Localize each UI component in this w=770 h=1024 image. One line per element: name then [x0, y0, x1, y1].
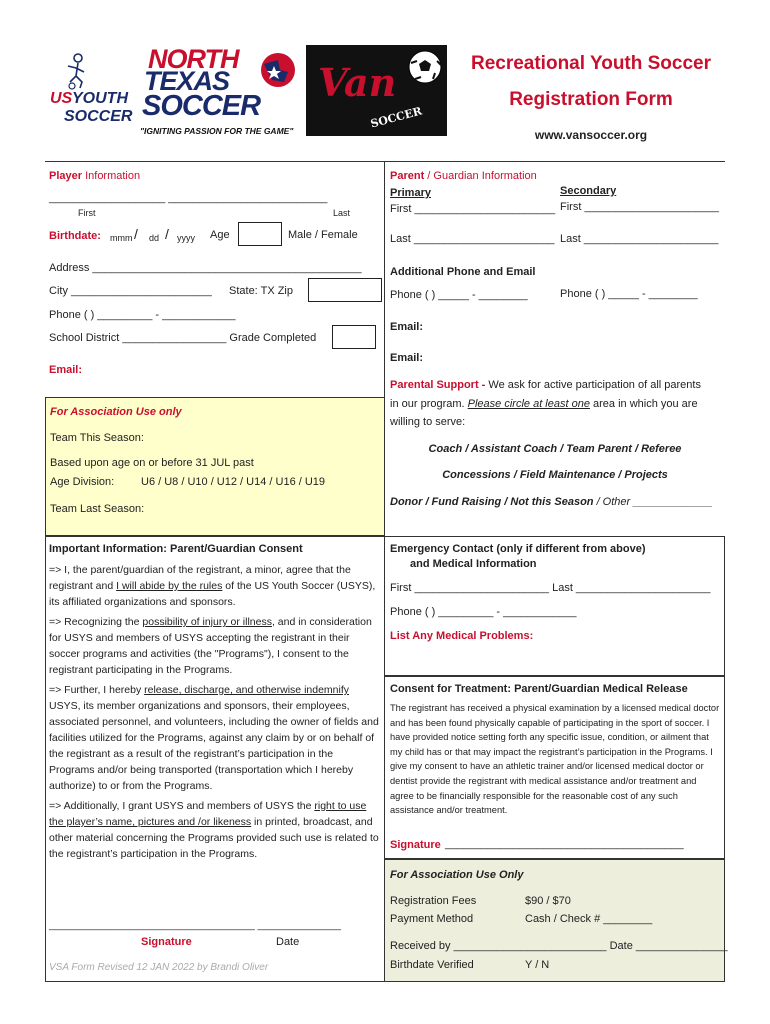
ntx-logo-tagline: "IGNITING PASSION FOR THE GAME" — [140, 126, 294, 136]
p3b: release, discharge, and otherwise indemnify — [144, 684, 350, 696]
birthdate-label: Birthdate: — [49, 230, 101, 242]
soccer-ball-icon — [407, 49, 443, 85]
emergency-title-line1: Emergency Contact (only if different from above) — [390, 543, 646, 555]
received-by-field[interactable]: Received by _________________________ Date _______________ — [390, 940, 728, 952]
birthdate-verified-value[interactable]: Y / N — [525, 959, 550, 971]
zip-input-box[interactable] — [308, 278, 382, 302]
age-label: Age — [210, 229, 230, 241]
top-divider — [45, 161, 725, 162]
donor-option-text: Donor / Fund Raising / Not this Season — [390, 496, 594, 508]
consent-signature-line[interactable]: _____________________________________ _______________ — [49, 920, 341, 931]
address-field[interactable]: Address ____________________________________________ — [49, 262, 362, 274]
registration-fees-label: Registration Fees — [390, 895, 477, 907]
consent-date-label: Date — [276, 936, 300, 948]
ntx-logo-texas: TEXAS — [144, 66, 230, 96]
player-first-label: First — [78, 208, 96, 218]
secondary-first-field[interactable]: First ______________________ — [560, 201, 720, 213]
association-use-box-top — [45, 397, 385, 536]
age-cutoff-note: Based upon age on or before 31 JUL past — [50, 457, 254, 469]
parental-support-label: Parental Support - — [390, 379, 486, 391]
p4c: in printed, broadcast, and other material concerning the Programs provided such use is related to the registrant’s participation in the Programs. — [49, 816, 379, 860]
parental-support-line3: willing to serve: — [390, 416, 466, 428]
p1a: => I, the parent/guardian of the registrant, a minor, agree that the registrant and — [49, 564, 351, 592]
payment-method-label: Payment Method — [390, 913, 474, 925]
emergency-title-line2: and Medical Information — [410, 558, 537, 570]
parental-support-line1 — [390, 379, 701, 391]
association-use-box-bottom — [384, 859, 728, 982]
p1b: I will abide by the rules — [116, 580, 223, 592]
birthdate-verified-label: Birthdate Verified — [390, 959, 474, 971]
registration-fees-value[interactable]: $90 / $70 — [525, 895, 571, 907]
age-input-box[interactable] — [238, 222, 282, 246]
website-url[interactable]: www.vansoccer.org — [534, 128, 648, 142]
secondary-phone-field[interactable]: Phone ( ) _____ - ________ — [560, 288, 698, 300]
ntx-logo-north: NORTH — [148, 44, 239, 74]
birth-slash-2: / — [165, 226, 169, 242]
primary-phone-field[interactable]: Phone ( ) _____ - ________ — [390, 289, 528, 301]
p4b: right to use the player’s name, pictures and /or likeness — [49, 800, 367, 828]
assoc-top-title: For Association Use only — [50, 406, 182, 418]
usys-logo-us: US — [50, 90, 73, 107]
medical-problems-label[interactable]: List Any Medical Problems: — [390, 630, 534, 642]
treatment-signature-label: Signature — [390, 839, 441, 851]
birth-day-label[interactable]: dd — [149, 233, 160, 243]
team-last-season[interactable]: Team Last Season: — [50, 503, 145, 515]
parent-heading-rest: / Guardian Information — [424, 170, 537, 182]
treatment-title: Consent for Treatment: Parent/Guardian Medical Release — [390, 683, 688, 695]
van-logo-soccer: SOCCER — [369, 104, 424, 131]
consent-p2 — [49, 614, 381, 678]
texas-ball-icon — [258, 50, 298, 90]
van-logo-script: Van — [318, 60, 397, 105]
birth-month-label[interactable]: mmm — [110, 233, 133, 243]
secondary-label: Secondary — [560, 185, 617, 197]
us-youth-soccer-logo — [50, 52, 134, 132]
other-option-text: / Other _____________ — [593, 496, 713, 508]
primary-last-field[interactable]: Last _______________________ — [390, 233, 555, 245]
parent-heading-bold: Parent — [390, 170, 425, 182]
p3c: USYS, its member organizations and sponsors, their employees, associated personnel, and volunteers, including the owner of fields and facilities utilized for the Programs, against any claim by or on behalf of the registrant as a result of the registrant’s participation in the Programs and/or being transported (transportation which I hereby authorize) to or from the Programs. — [49, 700, 379, 792]
age-division-label: Age Division: — [50, 476, 115, 488]
player-last-label: Last — [333, 208, 351, 218]
p3a: => Further, I hereby — [49, 684, 145, 696]
age-division-options[interactable]: U6 / U8 / U10 / U12 / U14 / U16 / U19 — [141, 476, 326, 488]
assoc-bottom-title: For Association Use Only — [390, 869, 524, 881]
usys-logo-youth: YOUTH — [72, 90, 128, 107]
form-revision-footer: VSA Form Revised 12 JAN 2022 by Brandi Oliver — [49, 962, 269, 973]
player-heading-rest: Information — [82, 170, 141, 182]
birth-year-label[interactable]: yyyy — [177, 233, 195, 243]
primary-label: Primary — [390, 187, 431, 199]
north-texas-soccer-logo — [140, 46, 300, 138]
state-zip-label: State: TX Zip — [229, 285, 293, 297]
volunteer-option-donor[interactable] — [390, 496, 713, 508]
parental-support-text1: We ask for active participation of all parents — [485, 379, 701, 391]
player-heading-bold: Player — [49, 170, 83, 182]
emergency-phone-field[interactable]: Phone ( ) _________ - ____________ — [390, 606, 577, 618]
gender-options[interactable]: Male / Female — [288, 229, 358, 241]
volunteer-option-concessions[interactable]: Concessions / Field Maintenance / Projects — [442, 469, 668, 481]
birth-slash-1: / — [134, 226, 138, 242]
form-title-line2: Registration Form — [509, 89, 673, 110]
form-title-line1: Recreational Youth Soccer — [470, 53, 712, 74]
treatment-signature-line[interactable]: _______________________________________ — [445, 838, 684, 850]
emergency-name-field[interactable]: First ______________________ Last ______________________ — [390, 582, 711, 594]
parent-info-heading — [390, 170, 537, 182]
treatment-text: The registrant has received a physical examination by a licensed medical doctor and has been found physically capable of participating in the sport of soccer. I have provided notice setting forth any specific issue, condition, or ailment that my child has or that may impact the registrant’s participation in the Programs. I give my consent to have an athletic trainer and/or licensed medical doctor or dentist provide the registrant with medical assistance and/or treatment and agree to be financially responsible for the reasonable cost of any such assistance and/or treatment. — [390, 703, 720, 816]
primary-first-field[interactable]: First _______________________ — [390, 203, 556, 215]
consent-p4 — [49, 798, 381, 862]
player-name-line[interactable]: ___________________ __________________________ — [49, 192, 328, 204]
p4a: => Additionally, I grant USYS and members of USYS the — [49, 800, 315, 812]
consent-title: Important Information: Parent/Guardian Consent — [49, 543, 303, 555]
usys-logo-soccer: SOCCER — [64, 108, 133, 125]
ntx-logo-soccer: SOCCER — [142, 90, 261, 122]
additional-phone-email-heading: Additional Phone and Email — [390, 266, 536, 278]
p2b: possibility of injury or illness — [142, 616, 272, 628]
support-text2c: area in which you are — [589, 398, 698, 410]
team-this-season[interactable]: Team This Season: — [50, 432, 144, 444]
van-soccer-logo — [306, 45, 447, 136]
consent-p1 — [49, 562, 381, 610]
consent-paragraphs — [49, 562, 381, 866]
city-field[interactable]: City _______________________ — [49, 285, 212, 297]
consent-signature-label: Signature — [141, 936, 192, 948]
grade-input-box[interactable] — [332, 325, 376, 349]
consent-p3 — [49, 682, 381, 794]
volunteer-option-coaching[interactable]: Coach / Assistant Coach / Team Parent / Referee — [428, 443, 682, 455]
support-text2b: Please circle at least one — [467, 398, 590, 410]
player-info-heading — [49, 170, 140, 182]
secondary-last-field[interactable]: Last ______________________ — [560, 233, 719, 245]
player-phone-field[interactable]: Phone ( ) _________ - ____________ — [49, 309, 236, 321]
parent-email-1[interactable]: Email: — [390, 321, 424, 333]
payment-method-value[interactable]: Cash / Check # ________ — [525, 913, 653, 925]
parental-support-line2 — [390, 398, 698, 410]
parent-email-2[interactable]: Email: — [390, 352, 424, 364]
p2a: => Recognizing the — [49, 616, 143, 628]
support-text2a: in our program. — [390, 398, 468, 410]
p1c: of the US Youth Soccer (USYS), its affiliated organizations and sponsors. — [49, 580, 376, 608]
player-email-label[interactable]: Email: — [49, 364, 83, 376]
school-grade-field[interactable]: School District _________________ Grade Completed — [49, 332, 317, 344]
p2c: , and in consideration for USYS and members of USYS accepting the registrant in their soccer programs and activities (the "Programs"), I consent to the registrant participating in the Programs. — [49, 616, 372, 676]
